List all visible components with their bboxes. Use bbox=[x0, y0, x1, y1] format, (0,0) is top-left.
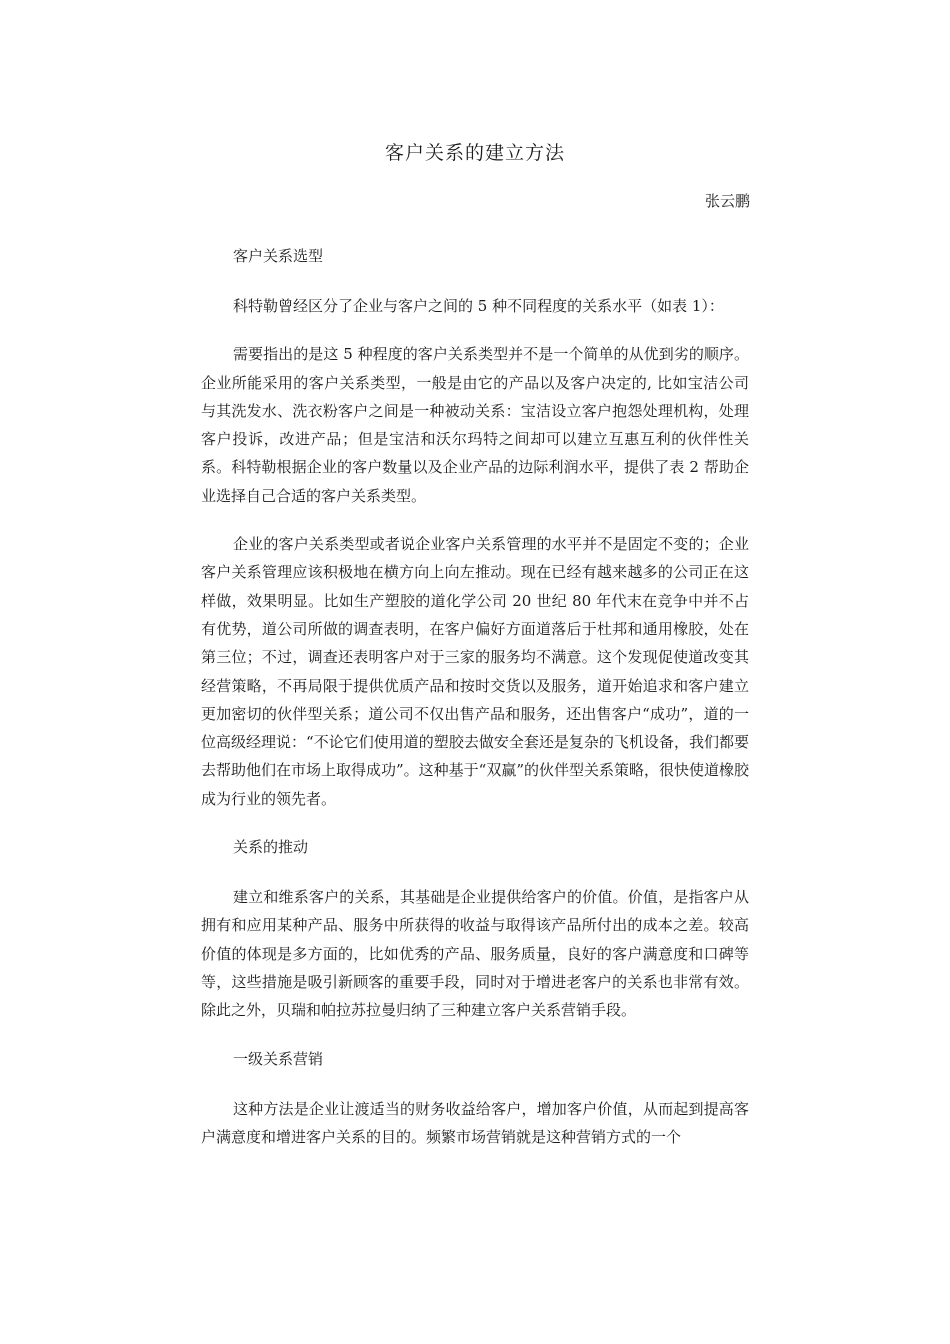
document-body bbox=[201, 242, 749, 1171]
paragraph: 这种方法是企业让渡适当的财务收益给客户，增加客户价值，从而起到提高客户满意度和增进客户关系的目的。频繁市场营销就是这种营销方式的一个 bbox=[201, 1099, 749, 1146]
paragraph: 需要指出的是这 5 种程度的客户关系类型并不是一个简单的从优到劣的顺序。企业所能采用的客户关系类型，一般是由它的产品以及客户决定的, 比如宝洁公司与其洗发水、洗衣粉客户之间是一种被动关系：宝洁设立客户抱怨处理机构，处理客户投诉，改进产品；但是宝洁和沃尔玛特之间却可以建立互惠互利的伙伴性关系。科特勒根据企业的客户数量以及企业产品的边际利润水平，提供了表 2 帮助企业选择自己合适的客户关系类型。 bbox=[201, 345, 749, 505]
document-author: 张云鹏 bbox=[704, 192, 750, 210]
paragraph: 建立和维系客户的关系，其基础是企业提供给客户的价值。价值，是指客户从拥有和应用某种产品、服务中所获得的收益与取得该产品所付出的成本之差。较高价值的体现是多方面的，比如优秀的产品、服务质量，良好的客户满意度和口碑等等，这些措施是吸引新顾客的重要手段，同时对于增进老客户的关系也非常有效。除此之外，贝瑞和帕拉苏拉曼归纳了三种建立客户关系营销手段。 bbox=[201, 888, 749, 1020]
document-title: 客户关系的建立方法 bbox=[384, 142, 565, 164]
section-heading: 一级关系营销 bbox=[233, 1049, 324, 1068]
paragraph: 企业的客户关系类型或者说企业客户关系管理的水平并不是固定不变的；企业客户关系管理应该积极地在横方向上向左推动。现在已经有越来越多的公司正在这样做，效果明显。比如生产塑胶的道化学公司 20 世纪 80 年代末在竞争中并不占有优势，道公司所做的调查表明，在客户偏好方面道落后于杜邦和通用橡胶，处在第三位；不过，调查还表明客户对于三家的服务均不满意。这个发现促使道改变其经营策略，不再局限于提供优质产品和按时交货以及服务，道开始追求和客户建立更加密切的伙伴型关系；道公司不仅出售产品和服务，还出售客户“成功”，道的一位高级经理说：“不论它们使用道的塑胶去做安全套还是复杂的飞机设备，我们都要去帮助他们在市场上取得成功”。这种基于“双赢”的伙伴型关系策略，很快使道橡胶成为行业的领先者。 bbox=[201, 535, 750, 808]
section-heading: 客户关系选型 bbox=[233, 247, 324, 265]
paragraph: 科特勒曾经区分了企业与客户之间的 5 种不同程度的关系水平（如表 1）： bbox=[233, 297, 724, 315]
section-heading: 关系的推动 bbox=[233, 838, 309, 857]
